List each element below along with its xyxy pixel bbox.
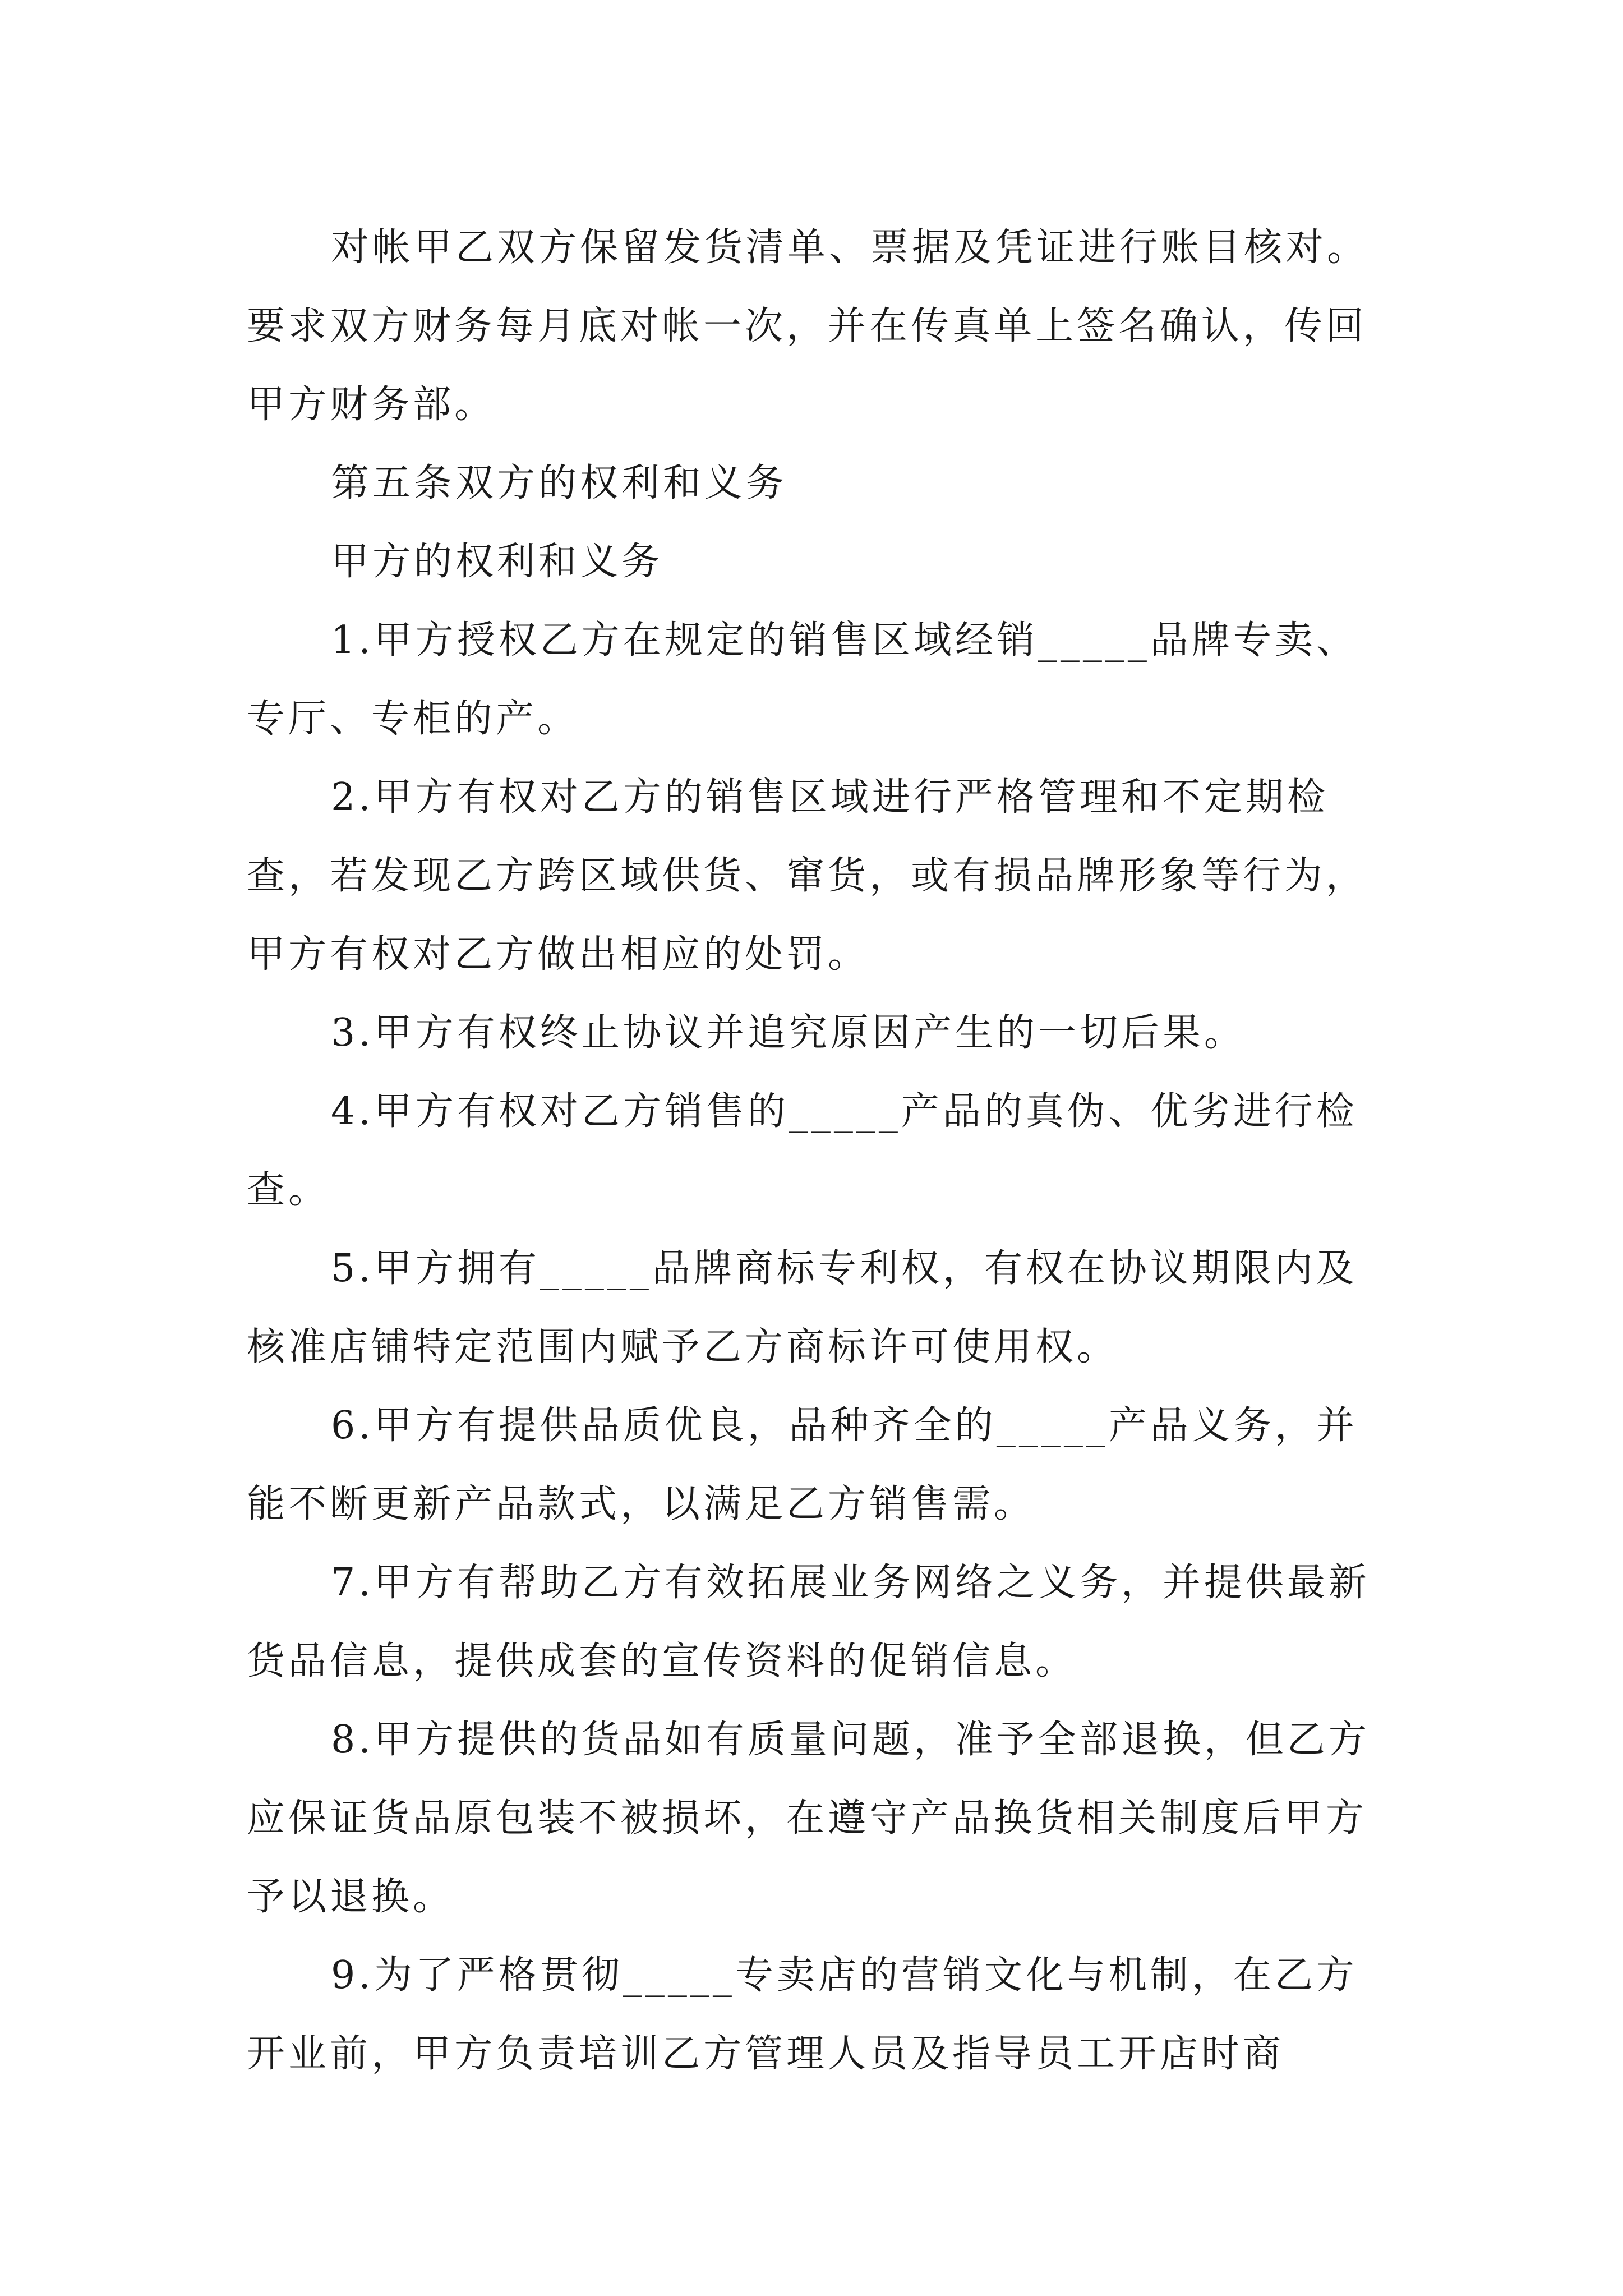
clause-7: 7.甲方有帮助乙方有效拓展业务网络之义务，并提供最新货品信息，提供成套的宣传资料的促销信息。 bbox=[247, 1561, 1370, 1683]
clause-6: 6.甲方有提供品质优良，品种齐全的_____产品义务，并能不断更新产品款式，以满足乙方销售需。 bbox=[247, 1404, 1358, 1526]
document-body bbox=[247, 209, 1380, 2093]
clause-5: 5.甲方拥有_____品牌商标专利权，有权在协议期限内及核准店铺特定范围内赋予乙方商标许可使用权。 bbox=[247, 1246, 1358, 1369]
section-heading-article-5: 第五条双方的权利和义务 bbox=[331, 461, 788, 505]
paragraph-reconciliation: 对帐甲乙双方保留发货清单、票据及凭证进行账目核对。要求双方财务每月底对帐一次，并在传真单上签名确认，传回甲方财务部。 bbox=[247, 226, 1369, 427]
clause-4: 4.甲方有权对乙方销售的_____产品的真伪、优劣进行检查。 bbox=[247, 1089, 1358, 1212]
clause-9: 9.为了严格贯彻_____专卖店的营销文化与机制，在乙方开业前，甲方负责培训乙方管理人员及指导员工开店时商 bbox=[247, 1953, 1358, 2076]
clause-8: 8.甲方提供的货品如有质量问题，准予全部退换，但乙方应保证货品原包装不被损坏，在遵守产品换货相关制度后甲方予以退换。 bbox=[247, 1718, 1370, 1919]
subheading-party-a-rights: 甲方的权利和义务 bbox=[331, 540, 663, 584]
clause-2: 2.甲方有权对乙方的销售区域进行严格管理和不定期检查，若发现乙方跨区域供货、窜货，或有损品牌形象等行为，甲方有权对乙方做出相应的处罚。 bbox=[247, 775, 1368, 977]
clause-1: 1.甲方授权乙方在规定的销售区域经销_____品牌专卖、专厅、专柜的产。 bbox=[247, 618, 1358, 741]
clause-3: 3.甲方有权终止协议并追究原因产生的一切后果。 bbox=[331, 1011, 1246, 1055]
